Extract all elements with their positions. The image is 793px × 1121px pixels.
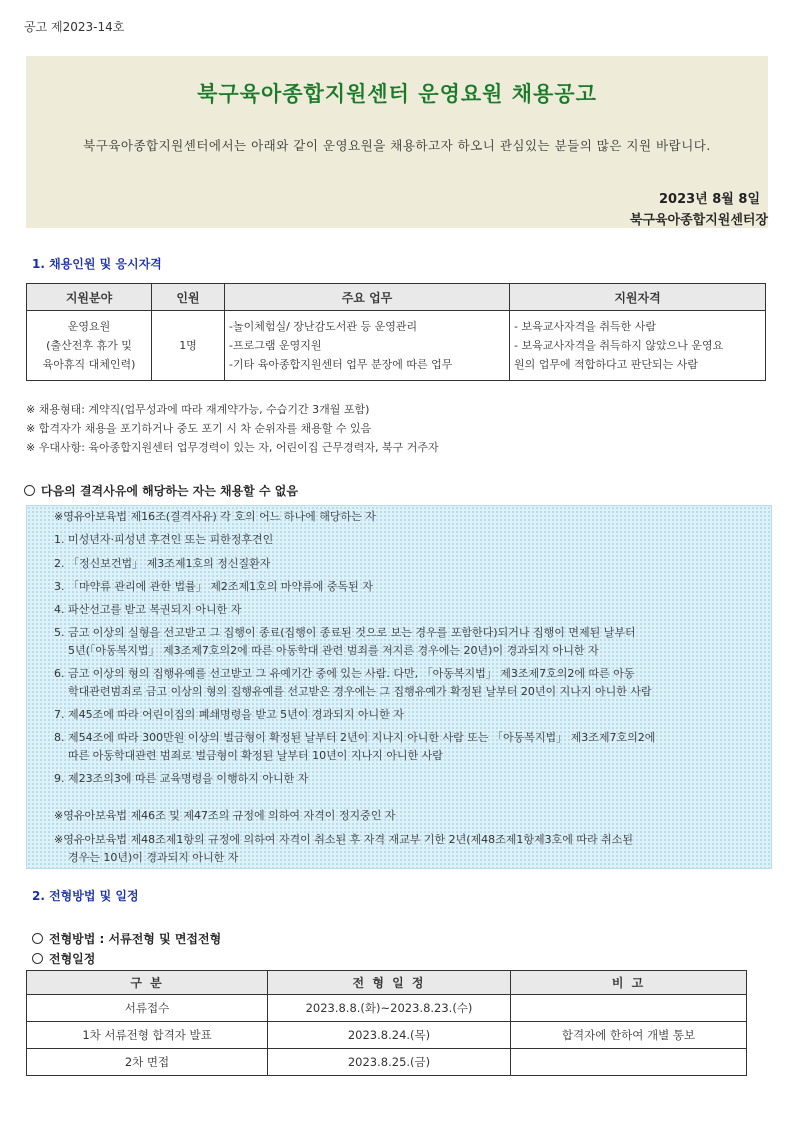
table-cell: 2023.8.24.(목) (268, 1022, 511, 1049)
disq-line: 7. 제45조에 따라 어린이집의 폐쇄명령을 받고 5년이 경과되지 아니한 자 (54, 708, 404, 721)
circle-bullet-icon (32, 933, 43, 944)
table-header: 지원분야 (27, 284, 152, 311)
duty-line: -프로그램 운영지원 (229, 339, 322, 352)
method-text: 전형방법 : 서류전형 및 면접전형 (49, 932, 222, 946)
circle-bullet-icon (32, 953, 43, 964)
note-line: ※ 합격자가 채용을 포기하거나 중도 포기 시 차 순위자를 채용할 수 있음 (26, 422, 372, 435)
disq-line: 8. 제54조에 따라 300만원 이상의 벌금형이 확정된 날부터 2년이 지나지 아니한 사람 또는 「아동복지법」 제3조제7호의2에 (54, 731, 656, 744)
table-header: 비 고 (511, 971, 747, 995)
notes (26, 400, 439, 457)
duties-cell (225, 311, 510, 381)
notice-number: 공고 제2023-14호 (24, 20, 125, 34)
table-row (27, 1049, 747, 1076)
table-row (27, 1022, 747, 1049)
section1-title: 1. 채용인원 및 응시자격 (32, 257, 162, 271)
table-header-row (27, 284, 766, 311)
table-cell: 2023.8.8.(화)~2023.8.23.(수) (268, 995, 511, 1022)
circle-bullet-icon (24, 485, 35, 496)
qualification-line: 원의 업무에 적합하다고 판단되는 사람 (514, 358, 699, 371)
disq-line: 3. 「마약류 관리에 관한 법률」 제2조제1호의 마약류에 중독된 자 (54, 580, 373, 593)
field-line: (출산전후 휴가 및 (46, 339, 132, 352)
field-cell (27, 311, 152, 381)
note-line: ※ 채용형태: 계약직(업무성과에 따라 재계약가능, 수습기간 3개월 포함) (26, 403, 370, 416)
schedule-label: 전형일정 (49, 952, 96, 966)
disq-line: 학대관련범죄로 금고 이상의 형의 집행유예를 선고받은 경우에는 그 집행유예가 확정된 날부터 20년이 지나지 아니한 사람 (68, 685, 652, 698)
table-row (27, 311, 766, 381)
disq-line: ※영유아보육법 제48조제1항의 규정에 의하여 자격이 취소된 후 자격 재교부 기한 2년(제48조제1항제3호에 따라 취소된 (54, 833, 633, 846)
field-line: 운영요원 (67, 320, 111, 333)
disq-line: 6. 금고 이상의 형의 집행유예를 선고받고 그 유예기간 중에 있는 사람. 다만, 「아동복지법」 제3조제7호의2에 따른 아동 (54, 667, 635, 680)
qualification-cell (510, 311, 766, 381)
duty-line: -기타 육아종합지원센터 업무 분장에 따른 업무 (229, 358, 453, 371)
table-cell (511, 1049, 747, 1076)
intro-text: 북구육아종합지원센터에서는 아래와 같이 운영요원을 채용하고자 하오니 관심있는 분들의 많은 지원 바랍니다. (83, 138, 711, 153)
disq-line: 경우는 10년)이 경과되지 아니한 자 (68, 851, 239, 864)
note-line: ※ 우대사항: 육아종합지원센터 업무경력이 있는 자, 어린이집 근무경력자, 북구 거주자 (26, 441, 439, 454)
table-cell (511, 995, 747, 1022)
issuer: 북구육아종합지원센터장 (629, 213, 768, 228)
disq-line: 2. 「정신보건법」 제3조제1호의 정신질환자 (54, 557, 271, 570)
table-row (27, 995, 747, 1022)
disq-line: 5. 금고 이상의 실형을 선고받고 그 집행이 종료(집행이 종료된 것으로 보는 경우를 포함한다)되거나 집행이 면제된 날부터 (54, 626, 636, 639)
field-line: 육아휴직 대체인력) (42, 358, 136, 371)
disq-line: 5년(「아동복지법」 제3조제7호의2에 따른 아동학대 관련 범죄를 저지른 경우에는 20년)이 경과되지 아니한 자 (68, 644, 599, 657)
notice-date: 2023년 8월 8일 (659, 192, 760, 207)
table-cell: 합격자에 한하여 개별 통보 (511, 1022, 747, 1049)
disq-line: 4. 파산선고를 받고 복권되지 아니한 자 (54, 603, 242, 616)
table-cell: 2차 면접 (27, 1049, 268, 1076)
recruitment-table (26, 283, 766, 381)
table-cell: 1차 서류전형 합격자 발표 (27, 1022, 268, 1049)
table-header: 인원 (152, 284, 225, 311)
method-line (32, 930, 221, 947)
table-cell: 서류접수 (27, 995, 268, 1022)
schedule-table (26, 970, 747, 1076)
disq-line: 9. 제23조의3에 따른 교육명령을 이행하지 아니한 자 (54, 772, 309, 785)
section2-title: 2. 전형방법 및 일정 (32, 889, 139, 903)
table-header-row (27, 971, 747, 995)
header-box (26, 56, 768, 228)
duty-line: -놀이체험실/ 장난감도서관 등 운영관리 (229, 320, 418, 333)
table-header: 전 형 일 정 (268, 971, 511, 995)
disq-line: ※영유아보육법 제16조(결격사유) 각 호의 어느 하나에 해당하는 자 (54, 510, 376, 523)
disq-line: 따른 아동학대관련 범죄로 벌금형이 확정된 날부터 10년이 지나지 아니한 사람 (68, 749, 443, 762)
disqualification-title-text: 다음의 결격사유에 해당하는 자는 채용할 수 없음 (41, 484, 298, 498)
disqualification-box (26, 505, 772, 869)
table-header: 지원자격 (510, 284, 766, 311)
table-cell: 2023.8.25.(금) (268, 1049, 511, 1076)
disq-line: ※영유아보육법 제46조 및 제47조의 규정에 의하여 자격이 정지중인 자 (54, 809, 396, 822)
table-header: 주요 업무 (225, 284, 510, 311)
table-header: 구 분 (27, 971, 268, 995)
schedule-label-line (32, 950, 95, 967)
disq-line: 1. 미성년자·피성년 후견인 또는 피한정후견인 (54, 533, 274, 546)
disqualification-title (24, 482, 298, 499)
qualification-line: - 보육교사자격을 취득한 사람 (514, 320, 656, 333)
qualification-line: - 보육교사자격을 취득하지 않았으나 운영요 (514, 339, 724, 352)
count-cell: 1명 (152, 311, 225, 381)
page-title: 북구육아종합지원센터 운영요원 채용공고 (197, 82, 597, 106)
